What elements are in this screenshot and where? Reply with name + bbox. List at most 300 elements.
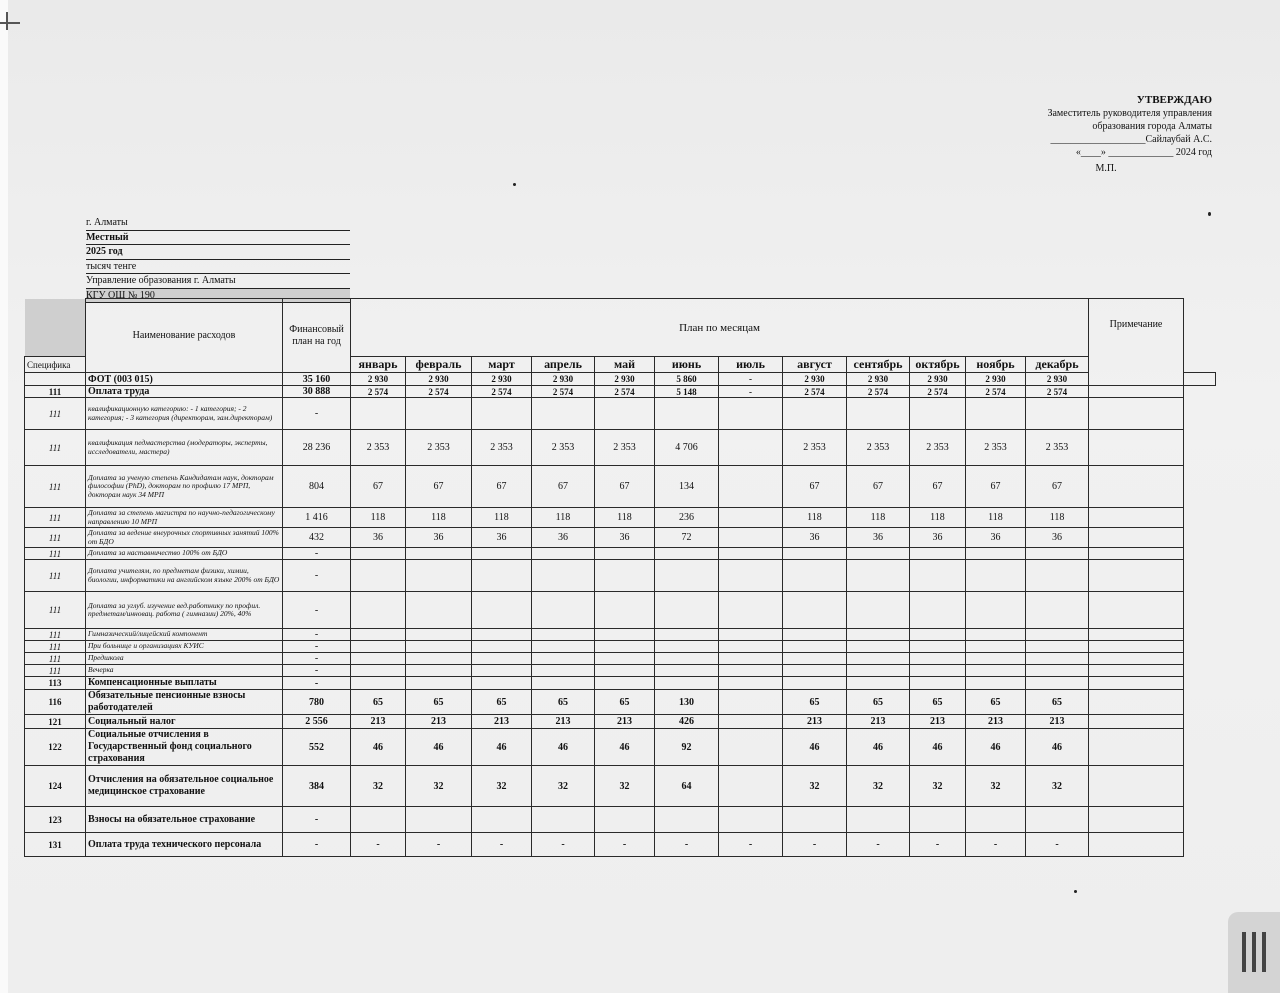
month-value — [1026, 653, 1089, 665]
note-cell — [1184, 373, 1216, 386]
month-value — [910, 665, 966, 677]
approval-signature: ___________________Сайлаубай А.С. — [1050, 134, 1212, 145]
annual-total: - — [283, 665, 351, 677]
month-value: - — [406, 833, 472, 857]
month-value: 213 — [472, 715, 532, 729]
approval-organization: образования города Алматы — [1092, 121, 1212, 132]
header-month: май — [595, 357, 655, 373]
month-value: 134 — [655, 466, 719, 508]
month-value: 2 930 — [406, 373, 472, 386]
month-value: 65 — [406, 690, 472, 715]
month-value — [1026, 641, 1089, 653]
month-value — [966, 592, 1026, 629]
month-value — [847, 548, 910, 560]
month-value — [719, 430, 783, 466]
table-row — [25, 715, 1216, 729]
header-month: апрель — [532, 357, 595, 373]
expense-name: Социальный налог — [86, 715, 283, 729]
spec-code: 111 — [25, 665, 86, 677]
header-month: март — [472, 357, 532, 373]
month-value — [351, 548, 406, 560]
month-value: 32 — [1026, 766, 1089, 807]
month-value: - — [910, 833, 966, 857]
month-value — [532, 665, 595, 677]
month-value: 118 — [1026, 508, 1089, 528]
month-value: 213 — [1026, 715, 1089, 729]
month-value — [719, 677, 783, 690]
month-value — [655, 560, 719, 592]
month-value — [351, 629, 406, 641]
month-value: 2 574 — [532, 386, 595, 398]
month-value: 67 — [406, 466, 472, 508]
month-value: 32 — [472, 766, 532, 807]
month-value — [910, 629, 966, 641]
month-value — [1026, 560, 1089, 592]
document-meta — [86, 216, 350, 303]
month-value: - — [532, 833, 595, 857]
expense-name: Доплата за ведение внеурочных спортивных занятий 100% от БДО — [86, 528, 283, 548]
month-value — [351, 398, 406, 430]
month-value: - — [719, 373, 783, 386]
month-value — [472, 677, 532, 690]
annual-total: - — [283, 807, 351, 833]
month-value — [595, 629, 655, 641]
meta-admin: Управление образования г. Алматы — [86, 274, 350, 289]
annual-total: - — [283, 641, 351, 653]
note-cell — [1089, 833, 1184, 857]
table-row — [25, 548, 1216, 560]
note-cell — [1089, 560, 1184, 592]
month-value — [655, 807, 719, 833]
spec-code: 111 — [25, 398, 86, 430]
month-value — [783, 807, 847, 833]
table-row — [25, 592, 1216, 629]
crop-mark — [6, 12, 8, 30]
month-value: 213 — [783, 715, 847, 729]
month-value — [595, 592, 655, 629]
month-value — [719, 690, 783, 715]
month-value: 213 — [966, 715, 1026, 729]
note-cell — [1089, 548, 1184, 560]
expense-name: Доплата за углуб. изучение вед.работнику по профил. предметам/инновац. работа ( гимназии) 20%, 40% — [86, 592, 283, 629]
month-value: 67 — [910, 466, 966, 508]
month-value: 67 — [1026, 466, 1089, 508]
expense-name: Вечерка — [86, 665, 283, 677]
month-value — [910, 398, 966, 430]
month-value — [966, 560, 1026, 592]
month-value: 32 — [595, 766, 655, 807]
month-value: 36 — [847, 528, 910, 548]
month-value — [847, 807, 910, 833]
month-value: 32 — [351, 766, 406, 807]
annual-total: - — [283, 398, 351, 430]
table-row — [25, 766, 1216, 807]
month-value — [655, 641, 719, 653]
month-value — [406, 548, 472, 560]
approval-date: «____» _____________ 2024 год — [1075, 147, 1212, 158]
spec-code — [25, 373, 86, 386]
month-value — [351, 592, 406, 629]
annual-total: 432 — [283, 528, 351, 548]
month-value: 32 — [406, 766, 472, 807]
annual-total: 552 — [283, 729, 351, 766]
month-value: 67 — [966, 466, 1026, 508]
month-value — [532, 592, 595, 629]
expense-name: Оплата труда — [86, 386, 283, 398]
month-value — [532, 548, 595, 560]
month-value: - — [719, 833, 783, 857]
month-value: 118 — [472, 508, 532, 528]
month-value: 65 — [472, 690, 532, 715]
month-value: 2 930 — [1026, 373, 1089, 386]
spec-code: 111 — [25, 430, 86, 466]
note-cell — [1089, 398, 1184, 430]
month-value — [719, 665, 783, 677]
spec-code: 113 — [25, 677, 86, 690]
month-value: 118 — [966, 508, 1026, 528]
month-value — [532, 677, 595, 690]
month-value — [783, 592, 847, 629]
table-row — [25, 466, 1216, 508]
expense-name: ФОТ (003 015) — [86, 373, 283, 386]
expense-name: Доплата за наставничество 100% от БДО — [86, 548, 283, 560]
approval-title: УТВЕРЖДАЮ — [1136, 94, 1212, 106]
month-value: - — [595, 833, 655, 857]
month-value: - — [351, 833, 406, 857]
month-value — [595, 677, 655, 690]
month-value: 36 — [910, 528, 966, 548]
annual-total: 30 888 — [283, 386, 351, 398]
month-value — [910, 677, 966, 690]
month-value — [847, 665, 910, 677]
note-cell — [1089, 592, 1184, 629]
month-value: 118 — [847, 508, 910, 528]
month-value: 36 — [1026, 528, 1089, 548]
month-value — [595, 665, 655, 677]
month-value — [532, 641, 595, 653]
header-month: июль — [719, 357, 783, 373]
spec-code: 111 — [25, 592, 86, 629]
table-row — [25, 629, 1216, 641]
month-value: 2 574 — [472, 386, 532, 398]
month-value — [719, 807, 783, 833]
month-value — [655, 548, 719, 560]
month-value: 2 930 — [595, 373, 655, 386]
month-value — [783, 641, 847, 653]
table-row — [25, 677, 1216, 690]
month-value: 36 — [966, 528, 1026, 548]
annual-total: 35 160 — [283, 373, 351, 386]
month-value: 65 — [910, 690, 966, 715]
month-value: 46 — [532, 729, 595, 766]
month-value: 65 — [783, 690, 847, 715]
month-value — [595, 807, 655, 833]
table-row — [25, 690, 1216, 715]
month-value: 36 — [351, 528, 406, 548]
meta-budget: Местный — [86, 231, 350, 246]
month-value: 65 — [966, 690, 1026, 715]
note-cell — [1089, 807, 1184, 833]
month-value — [910, 560, 966, 592]
month-value — [351, 677, 406, 690]
month-value — [472, 807, 532, 833]
month-value: 67 — [532, 466, 595, 508]
month-value — [910, 592, 966, 629]
month-value: 2 574 — [847, 386, 910, 398]
table-row — [25, 373, 1216, 386]
month-value: 118 — [351, 508, 406, 528]
month-value: 65 — [847, 690, 910, 715]
month-value — [783, 677, 847, 690]
month-value — [719, 766, 783, 807]
month-value: 213 — [910, 715, 966, 729]
month-value — [532, 807, 595, 833]
note-cell — [1089, 715, 1184, 729]
month-value: 2 574 — [595, 386, 655, 398]
month-value: 2 353 — [783, 430, 847, 466]
month-value — [847, 560, 910, 592]
month-value — [847, 398, 910, 430]
month-value — [719, 629, 783, 641]
annual-total: - — [283, 548, 351, 560]
month-value: 2 353 — [406, 430, 472, 466]
month-value: 32 — [847, 766, 910, 807]
month-value: 36 — [783, 528, 847, 548]
month-value: 36 — [595, 528, 655, 548]
month-value: 32 — [532, 766, 595, 807]
month-value — [719, 398, 783, 430]
header-note: Примечание — [1089, 299, 1184, 386]
month-value: - — [966, 833, 1026, 857]
month-value — [783, 665, 847, 677]
month-value: 92 — [655, 729, 719, 766]
month-value — [472, 560, 532, 592]
month-value: 426 — [655, 715, 719, 729]
month-value — [966, 398, 1026, 430]
note-cell — [1089, 665, 1184, 677]
month-value: 46 — [910, 729, 966, 766]
spec-code: 121 — [25, 715, 86, 729]
note-cell — [1089, 766, 1184, 807]
month-value: 118 — [595, 508, 655, 528]
month-value: 5 148 — [655, 386, 719, 398]
month-value: - — [472, 833, 532, 857]
month-value — [532, 653, 595, 665]
table-row — [25, 528, 1216, 548]
month-value: 4 706 — [655, 430, 719, 466]
header-month: сентябрь — [847, 357, 910, 373]
table-row — [25, 641, 1216, 653]
annual-total: - — [283, 833, 351, 857]
expense-name: Обязательные пенсионные взносы работодателей — [86, 690, 283, 715]
month-value — [655, 398, 719, 430]
note-cell — [1089, 466, 1184, 508]
spec-code: 111 — [25, 653, 86, 665]
month-value — [966, 548, 1026, 560]
month-value — [719, 729, 783, 766]
month-value — [966, 629, 1026, 641]
spec-code: 122 — [25, 729, 86, 766]
table-row — [25, 653, 1216, 665]
expense-name: Взносы на обязательное страхование — [86, 807, 283, 833]
month-value: 67 — [847, 466, 910, 508]
month-value: - — [1026, 833, 1089, 857]
month-value: 46 — [847, 729, 910, 766]
month-value — [351, 665, 406, 677]
month-value — [472, 641, 532, 653]
table-row — [25, 430, 1216, 466]
month-value: 67 — [783, 466, 847, 508]
expense-name: Предшкола — [86, 653, 283, 665]
month-value: 2 930 — [351, 373, 406, 386]
month-value: 2 353 — [351, 430, 406, 466]
month-value: 32 — [783, 766, 847, 807]
month-value: - — [783, 833, 847, 857]
note-cell — [1089, 430, 1184, 466]
table-row — [25, 833, 1216, 857]
annual-total: 804 — [283, 466, 351, 508]
month-value: 65 — [595, 690, 655, 715]
header-fin-plan: Финансовый план на год — [283, 299, 351, 373]
month-value — [910, 807, 966, 833]
month-value — [655, 653, 719, 665]
spec-code: 111 — [25, 629, 86, 641]
note-cell — [1089, 653, 1184, 665]
scan-margin — [0, 0, 8, 993]
month-value — [966, 677, 1026, 690]
month-value: 36 — [406, 528, 472, 548]
month-value — [351, 560, 406, 592]
month-value: 2 930 — [783, 373, 847, 386]
month-value — [1026, 548, 1089, 560]
month-value: 118 — [910, 508, 966, 528]
month-value — [719, 653, 783, 665]
month-value — [532, 629, 595, 641]
month-value: 2 353 — [472, 430, 532, 466]
month-value — [719, 715, 783, 729]
annual-total: - — [283, 653, 351, 665]
month-value — [406, 398, 472, 430]
month-value — [472, 665, 532, 677]
month-value — [783, 560, 847, 592]
note-cell — [1089, 641, 1184, 653]
month-value — [595, 641, 655, 653]
month-value: 2 574 — [1026, 386, 1089, 398]
annual-total: 780 — [283, 690, 351, 715]
month-value — [783, 548, 847, 560]
month-value: 2 574 — [910, 386, 966, 398]
meta-organization: КГУ ОШ № 190 — [86, 289, 350, 304]
month-value — [351, 807, 406, 833]
month-value — [966, 653, 1026, 665]
month-value — [655, 592, 719, 629]
month-value — [406, 807, 472, 833]
scanner-edge — [1228, 912, 1280, 993]
month-value: - — [847, 833, 910, 857]
note-cell — [1089, 528, 1184, 548]
annual-total: - — [283, 592, 351, 629]
month-value — [847, 677, 910, 690]
spec-code: 111 — [25, 466, 86, 508]
annual-total: - — [283, 629, 351, 641]
month-value — [406, 592, 472, 629]
month-value: 65 — [1026, 690, 1089, 715]
month-value — [1026, 677, 1089, 690]
spec-code: 124 — [25, 766, 86, 807]
month-value — [783, 629, 847, 641]
month-value: 213 — [532, 715, 595, 729]
note-cell — [1089, 729, 1184, 766]
month-value: 213 — [351, 715, 406, 729]
month-value — [719, 641, 783, 653]
annual-total: 384 — [283, 766, 351, 807]
spec-code: 111 — [25, 641, 86, 653]
month-value: 2 353 — [532, 430, 595, 466]
month-value — [1026, 592, 1089, 629]
month-value: 118 — [406, 508, 472, 528]
month-value — [910, 641, 966, 653]
annual-total: - — [283, 560, 351, 592]
month-value — [910, 548, 966, 560]
month-value — [595, 653, 655, 665]
month-value: 32 — [966, 766, 1026, 807]
month-value — [472, 653, 532, 665]
month-value — [655, 629, 719, 641]
header-month: ноябрь — [966, 357, 1026, 373]
annual-total: 1 416 — [283, 508, 351, 528]
expense-name: Оплата труда технического персонала — [86, 833, 283, 857]
header-month: январь — [351, 357, 406, 373]
month-value — [847, 629, 910, 641]
month-value: 130 — [655, 690, 719, 715]
expense-name: Гимназический/лицейский компонент — [86, 629, 283, 641]
spec-code: 111 — [25, 528, 86, 548]
month-value — [966, 807, 1026, 833]
month-value: 46 — [595, 729, 655, 766]
annual-total: 28 236 — [283, 430, 351, 466]
month-value: 64 — [655, 766, 719, 807]
month-value — [1026, 665, 1089, 677]
month-value — [532, 398, 595, 430]
expense-name: квалификационную категорию: - 1 категория; - 2 категория; - 3 категория (директорам, зам.директорам) — [86, 398, 283, 430]
header-month: февраль — [406, 357, 472, 373]
month-value — [406, 560, 472, 592]
month-value — [719, 466, 783, 508]
month-value — [719, 508, 783, 528]
month-value — [406, 653, 472, 665]
month-value: 72 — [655, 528, 719, 548]
table-row — [25, 807, 1216, 833]
spec-code: 123 — [25, 807, 86, 833]
month-value: 2 353 — [847, 430, 910, 466]
table-row — [25, 729, 1216, 766]
month-value — [719, 528, 783, 548]
month-value: 236 — [655, 508, 719, 528]
month-value — [719, 560, 783, 592]
month-value — [406, 629, 472, 641]
month-value: 2 930 — [910, 373, 966, 386]
header-name: Наименование расходов — [86, 299, 283, 373]
spec-code: 111 — [25, 548, 86, 560]
expense-name: квалификация педмастерства (модераторы, эксперты, исследователи, мастера) — [86, 430, 283, 466]
spec-code: 111 — [25, 386, 86, 398]
month-value: 213 — [406, 715, 472, 729]
month-value: 32 — [910, 766, 966, 807]
header-month: август — [783, 357, 847, 373]
month-value: 213 — [595, 715, 655, 729]
table-row — [25, 560, 1216, 592]
month-value: 2 574 — [406, 386, 472, 398]
